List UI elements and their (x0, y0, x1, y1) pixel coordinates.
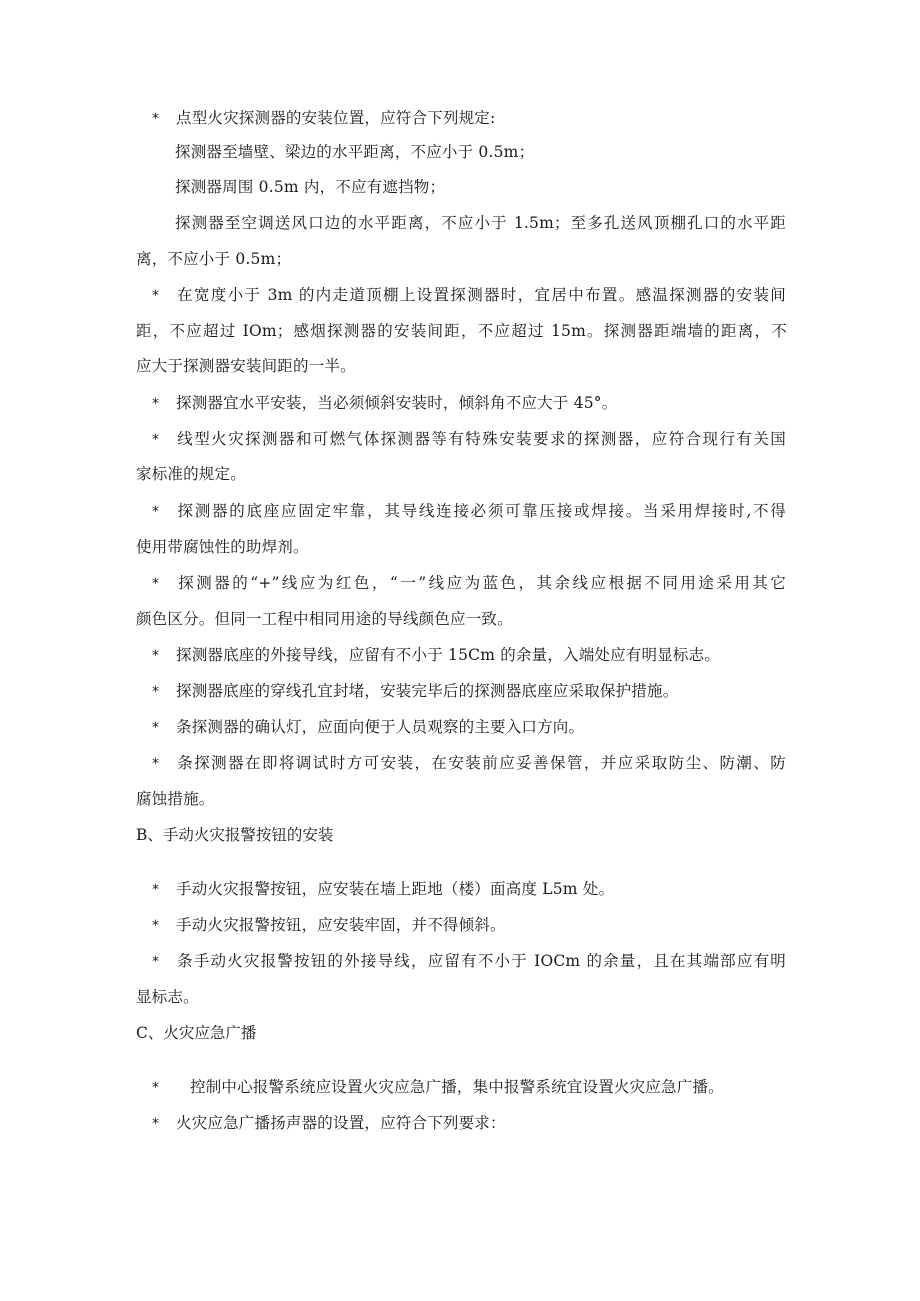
section-heading-b: B、手动火灾报警按钮的安装 (136, 826, 334, 844)
paragraph-line (136, 987, 199, 1007)
bullet-asterisk: * (152, 954, 160, 970)
paragraph-text: 手动火灾报警按钮，应安装在墙上距地（楼）面高度 L5m 处。 (176, 880, 615, 898)
bullet-asterisk: * (152, 576, 160, 592)
bullet-asterisk: * (152, 1080, 160, 1096)
bullet-asterisk: * (152, 756, 160, 772)
paragraph-line (136, 537, 309, 557)
bullet-asterisk: * (152, 288, 160, 304)
paragraph-text: 离，不应小于 0.5m； (136, 250, 292, 268)
paragraph-text: 应大于探测器安装间距的一半。 (136, 357, 356, 375)
paragraph-line (152, 681, 678, 702)
paragraph-text: 火灾应急广播扬声器的设置，应符合下列要求： (176, 1114, 506, 1132)
paragraph-line (152, 753, 786, 774)
paragraph-line (152, 1077, 724, 1098)
paragraph-text: 探测器至墙壁、梁边的水平距离，不应小于 0.5m； (175, 143, 535, 161)
paragraph-text: 显标志。 (136, 988, 199, 1006)
paragraph-text: 探测器至空调送风口边的水平距离，不应小于 1.5m；至多孔送风顶棚孔口的水平距 (175, 214, 786, 232)
paragraph-line (152, 573, 786, 594)
paragraph-text: 探测器底座的外接导线，应留有不小于 15Cm 的余量，入端处应有明显标志。 (176, 646, 721, 664)
bullet-asterisk: * (152, 882, 160, 898)
paragraph-text: 探测器宜水平安装，当必须倾斜安装时，倾斜角不应大于 45°。 (176, 394, 618, 412)
paragraph-text: 颜色区分。但同一工程中相同用途的导线颜色应一致。 (136, 610, 513, 628)
paragraph-line (136, 356, 356, 376)
bullet-asterisk: * (152, 648, 160, 664)
paragraph-text: 探测器的“+”线应为红色，“一”线应为蓝色，其余线应根据不同用途采用其它 (176, 574, 786, 592)
paragraph-line (152, 1113, 506, 1134)
paragraph-text: 家标准的规定。 (136, 465, 246, 483)
paragraph-line (175, 213, 786, 233)
paragraph-line (152, 429, 786, 450)
paragraph-line (136, 789, 215, 809)
paragraph-text: 条探测器的确认灯，应面向便于人员观察的主要入口方向。 (176, 718, 585, 736)
paragraph-text: 腐蚀措施。 (136, 790, 215, 808)
paragraph-text: 探测器周围 0.5m 内，不应有遮挡物； (175, 178, 446, 196)
paragraph-line (152, 717, 584, 738)
paragraph-line (152, 108, 495, 129)
section-heading-c: C、火灾应急广播 (136, 1024, 257, 1042)
bullet-asterisk: * (152, 432, 160, 448)
paragraph-line (136, 609, 513, 629)
bullet-asterisk: * (152, 111, 160, 127)
paragraph-line (152, 501, 786, 522)
paragraph-text: 条探测器在即将调试时方可安装，在安装前应妥善保管，并应采取防尘、防潮、防 (176, 754, 786, 772)
bullet-asterisk: * (152, 684, 160, 700)
paragraph-text: 手动火灾报警按钮，应安装牢固，并不得倾斜。 (176, 916, 506, 934)
paragraph-line (175, 142, 534, 162)
paragraph-line (152, 393, 617, 414)
paragraph-text: 线型火灾探测器和可燃气体探测器等有特殊安装要求的探测器，应符合现行有关国 (176, 430, 786, 448)
paragraph-text: 探测器底座的穿线孔宜封堵，安装完毕后的探测器底座应采取保护措施。 (176, 682, 679, 700)
paragraph-text: 条手动火灾报警按钮的外接导线，应留有不小于 IOCm 的余量，且在其端部应有明 (176, 952, 786, 970)
paragraph-line (136, 464, 246, 484)
paragraph-line (175, 177, 445, 197)
bullet-asterisk: * (152, 504, 160, 520)
paragraph-line (152, 879, 614, 900)
bullet-asterisk: * (152, 396, 160, 412)
bullet-asterisk: * (152, 1116, 160, 1132)
paragraph-line (136, 249, 291, 269)
paragraph-text: 点型火灾探测器的安装位置，应符合下列规定: (176, 109, 496, 127)
bullet-asterisk: * (152, 918, 160, 934)
paragraph-line (136, 321, 787, 341)
paragraph-line (152, 285, 786, 306)
paragraph-text: 在宽度小于 3m 的内走道顶棚上设置探测器时，宜居中布置。感温探测器的安装间 (176, 286, 786, 304)
paragraph-line (152, 645, 720, 666)
paragraph-text: 探测器的底座应固定牢靠，其导线连接必须可靠压接或焊接。当采用焊接时,不得 (176, 502, 786, 520)
bullet-asterisk: * (152, 720, 160, 736)
paragraph-text: 距，不应超过 IOm；感烟探测器的安装间距，不应超过 15m。探测器距端墙的距离，不 (136, 322, 787, 340)
paragraph-line (152, 951, 786, 972)
paragraph-text: 控制中心报警系统应设置火灾应急广播，集中报警系统宜设置火灾应急广播。 (190, 1078, 724, 1096)
paragraph-text: 使用带腐蚀性的助焊剂。 (136, 538, 309, 556)
paragraph-line (152, 915, 506, 936)
